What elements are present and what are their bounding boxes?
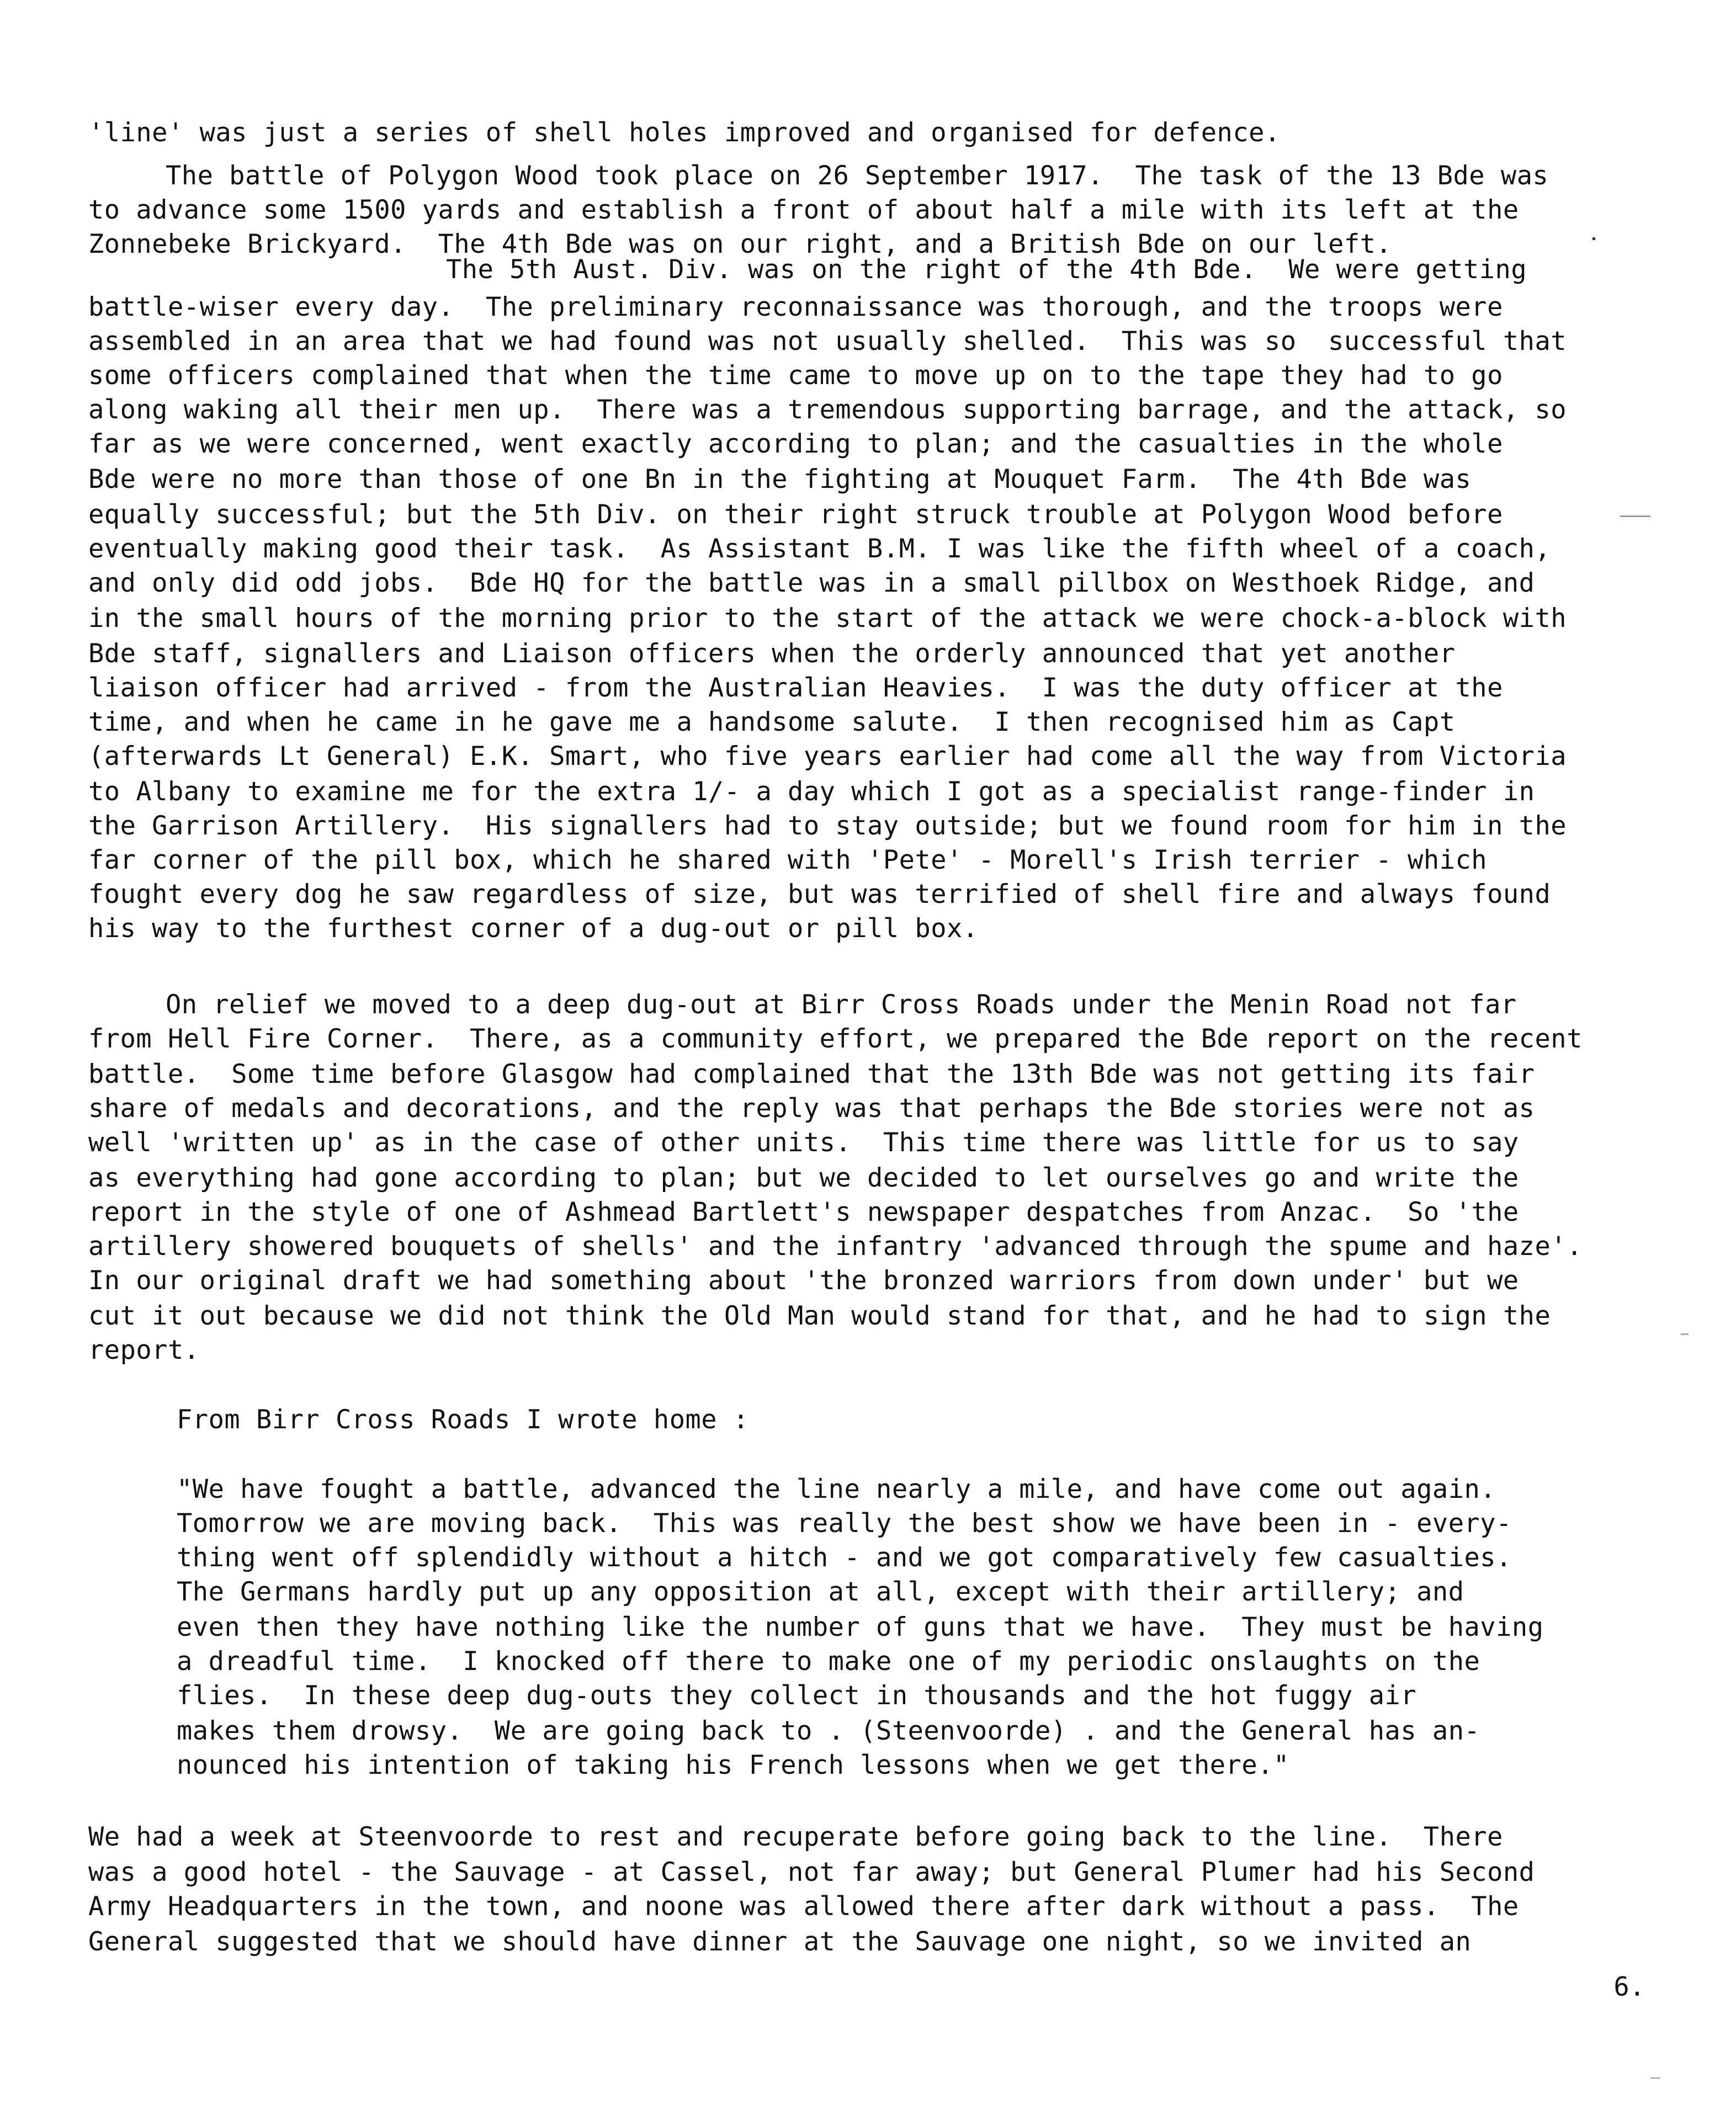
text-line: In our original draft we had something about 'the bronzed warriors from down under' but we	[88, 1265, 1519, 1296]
text-line: Bde staff, signallers and Liaison officers when the orderly announced that yet another	[88, 639, 1456, 669]
text-line: time, and when he came in he gave me a handsome salute. I then recognised him as Capt	[88, 707, 1456, 737]
text-line: was a good hotel - the Sauvage - at Cassel, not far away; but General Plumer had his Second	[88, 1857, 1535, 1887]
text-line: eventually making good their task. As Assistant B.M. I was like the fifth wheel of a coach,	[88, 534, 1551, 564]
quote-line: thing went off splendidly without a hitch - and we got comparatively few casualties.	[177, 1543, 1512, 1573]
quote-line: even then they have nothing like the number of guns that we have. They must be having	[177, 1612, 1544, 1642]
text-line: assembled in an area that we had found was not usually shelled. This was so successful that	[88, 326, 1567, 357]
text-line: share of medals and decorations, and the reply was that perhaps the Bde stories were not as	[88, 1093, 1535, 1124]
text-line: We had a week at Steenvoorde to rest and recuperate before going back to the line. There	[88, 1822, 1503, 1852]
quote-line: Tomorrow we are moving back. This was really the best show we have been in - every-	[177, 1508, 1512, 1539]
text-line: liaison officer had arrived - from the Australian Heavies. I was the duty officer at the	[88, 673, 1503, 703]
text-line: from Hell Fire Corner. There, as a community effort, we prepared the Bde report on the recent	[88, 1024, 1583, 1054]
text-line: Army Headquarters in the town, and noone was allowed there after dark without a pass. The	[88, 1891, 1519, 1922]
text-line: (afterwards Lt General) E.K. Smart, who five years earlier had come all the way from Victoria	[88, 741, 1567, 772]
text-line: battle. Some time before Glasgow had complained that the 13th Bde was not getting its fair	[88, 1059, 1535, 1089]
text-line: From Birr Cross Roads I wrote home :	[177, 1405, 749, 1435]
scan-mark	[1592, 237, 1595, 240]
text-line: his way to the furthest corner of a dug-out or pill box.	[88, 913, 979, 944]
text-line: Bde were no more than those of one Bn in the fighting at Mouquet Farm. The 4th Bde was	[88, 464, 1472, 494]
text-line: far corner of the pill box, which he shared with 'Pete' - Morell's Irish terrier - which	[88, 845, 1488, 875]
scan-mark	[1681, 1333, 1689, 1335]
text-line: along waking all their men up. There was a tremendous supporting barrage, and the attack, so	[88, 395, 1567, 425]
text-line: The battle of Polygon Wood took place on 26 September 1917. The task of the 13 Bde was	[166, 161, 1549, 191]
text-line: report in the style of one of Ashmead Bartlett's newspaper despatches from Anzac. So 'the	[88, 1197, 1519, 1227]
text-line: report.	[88, 1335, 200, 1365]
text-line: battle-wiser every day. The preliminary reconnaissance was thorough, and the troops were	[88, 292, 1503, 322]
text-line: On relief we moved to a deep dug-out at Birr Cross Roads under the Menin Road not far	[166, 990, 1517, 1020]
text-line: far as we were concerned, went exactly according to plan; and the casualties in the whole	[88, 429, 1503, 459]
quote-line: makes them drowsy. We are going back to . (Steenvoorde) . and the General has an-	[177, 1716, 1480, 1746]
text-line: fought every dog he saw regardless of size, but was terrified of shell fire and always found	[88, 879, 1551, 910]
text-line: some officers complained that when the time came to move up on to the tape they had to go	[88, 360, 1503, 391]
page-number: 6.	[1613, 1972, 1645, 2002]
scan-mark	[1650, 2077, 1660, 2079]
quote-line: a dreadful time. I knocked off there to make one of my periodic onslaughts on the	[177, 1646, 1480, 1677]
scan-mark	[1620, 515, 1650, 517]
quote-line: nounced his intention of taking his French lessons when we get there."	[177, 1750, 1289, 1780]
text-line: 'line' was just a series of shell holes improved and organised for defence.	[88, 118, 1281, 148]
text-line: cut it out because we did not think the Old Man would stand for that, and he had to sign the	[88, 1301, 1551, 1331]
text-line: in the small hours of the morning prior to the start of the attack we were chock-a-block with	[88, 603, 1567, 634]
text-line: well 'written up' as in the case of other units. This time there was little for us to say	[88, 1128, 1519, 1158]
text-line: Zonnebeke Brickyard. The 4th Bde was on our right, and a British Bde on our left.	[88, 229, 1392, 259]
text-line: to advance some 1500 yards and establish a front of about half a mile with its left at the	[88, 195, 1519, 225]
text-line: the Garrison Artillery. His signallers had to stay outside; but we found room for him in the	[88, 811, 1567, 841]
text-line: General suggested that we should have dinner at the Sauvage one night, so we invited an	[88, 1927, 1472, 1957]
text-line: as everything had gone according to plan; but we decided to let ourselves go and write the	[88, 1163, 1519, 1193]
text-line: The 5th Aust. Div. was on the right of the 4th Bde. We were getting	[446, 254, 1527, 285]
text-line: to Albany to examine me for the extra 1/- a day which I got as a specialist range-finder in	[88, 777, 1535, 807]
text-line: and only did odd jobs. Bde HQ for the battle was in a small pillbox on Westhoek Ridge, and	[88, 568, 1535, 598]
quote-line: flies. In these deep dug-outs they collect in thousands and the hot fuggy air	[177, 1680, 1417, 1711]
quote-line: "We have fought a battle, advanced the line nearly a mile, and have come out again.	[177, 1474, 1496, 1504]
text-line: equally successful; but the 5th Div. on their right struck trouble at Polygon Wood before	[88, 499, 1503, 530]
quote-line: The Germans hardly put up any opposition at all, except with their artillery; and	[177, 1577, 1464, 1607]
text-line: artillery showered bouquets of shells' and the infantry 'advanced through the spume and haze'.	[88, 1231, 1583, 1262]
